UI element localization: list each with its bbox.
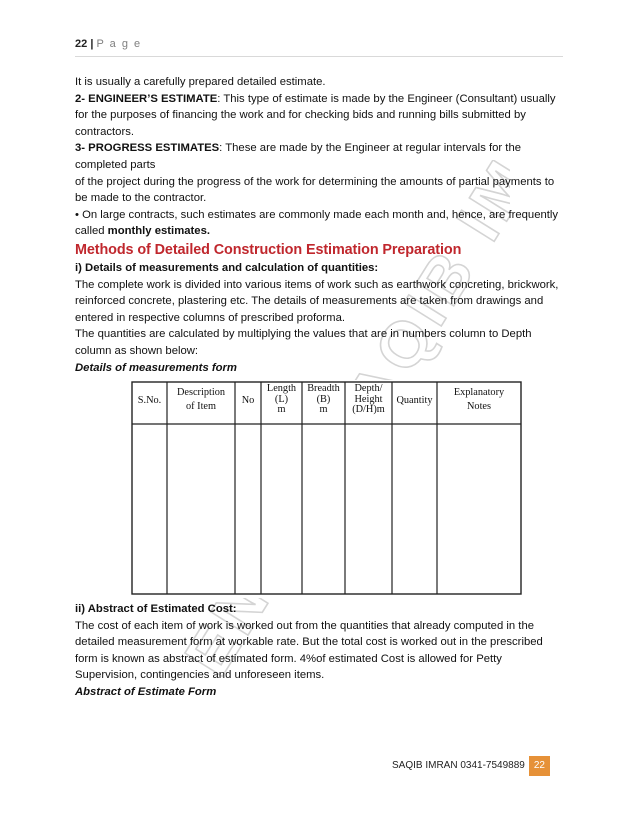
header-page-label: P a g e: [96, 38, 142, 50]
page-header: [75, 36, 563, 57]
paragraph: The quantities are calculated by multiplying the values that are in numbers column to Depth column as shown below:: [75, 328, 532, 357]
header-separator: |: [90, 38, 94, 50]
paragraph: • On large contracts, such estimates are commonly made each month and, hence, are frequently called monthly estimates.: [75, 208, 559, 238]
column-header-depth: Depth/ Height (D/H)m: [352, 383, 385, 416]
section-heading: Methods of Detailed Construction Estimation Preparation: [75, 241, 462, 258]
form-caption: Details of measurements form: [75, 361, 237, 374]
form-caption: Abstract of Estimate Form: [75, 686, 217, 699]
footer-author: SAQIB IMRAN 0341-7549889: [392, 760, 525, 771]
paragraph: 2- ENGINEER’S ESTIMATE: This type of estimate is made by the Engineer (Consultant) usually for the purposes of financing the work and for checking bids and running bills submitted by contractors.: [75, 92, 556, 138]
column-header-sno: S.No.: [137, 395, 162, 407]
page-content: [75, 74, 565, 701]
column-header-notes: Explanatory Notes: [453, 387, 505, 412]
paragraph: The complete work is divided into various items of work such as earthwork concreting, brickwork, reinforced concrete, plastering etc. The details of measurements are taken from drawings and entered in respective columns of prescribed proforma.: [75, 278, 559, 324]
paragraph: of the project during the progress of the work for determining the amounts of partial payments to be made to the contractor.: [75, 175, 555, 205]
engineers-estimate-label: 2- ENGINEER’S ESTIMATE: [75, 92, 218, 105]
footer-page-number: 22: [529, 756, 550, 776]
column-header-length: Length (L) m: [266, 383, 297, 416]
subheading: ii) Abstract of Estimated Cost:: [75, 603, 237, 616]
monthly-estimates-label: monthly estimates.: [107, 225, 210, 238]
column-header-quantity: Quantity: [396, 395, 433, 407]
paragraph: 3- PROGRESS ESTIMATES: These are made by the Engineer at regular intervals for the completed parts: [75, 142, 522, 171]
column-header-no: No: [241, 395, 255, 407]
progress-estimates-label: 3- PROGRESS ESTIMATES: [75, 142, 220, 155]
page-footer: [392, 756, 550, 776]
column-header-breadth: Breadth (B) m: [307, 383, 340, 416]
column-header-description: Description of Item: [176, 387, 226, 412]
subheading: i) Details of measurements and calculation of quantities:: [75, 261, 379, 274]
paragraph: It is usually a carefully prepared detailed estimate.: [75, 76, 326, 88]
header-page-number: 22: [75, 38, 88, 50]
paragraph: The cost of each item of work is worked out from the quantities that already computed in the detailed measurement form at workable rate. But the total cost is worked out in the prescribed form is known as abstract of estimated form. 4%of estimated Cost is allowed for Petty Supervision, contingencies and unforeseen items.: [75, 619, 543, 682]
measurement-form: [75, 380, 525, 598]
